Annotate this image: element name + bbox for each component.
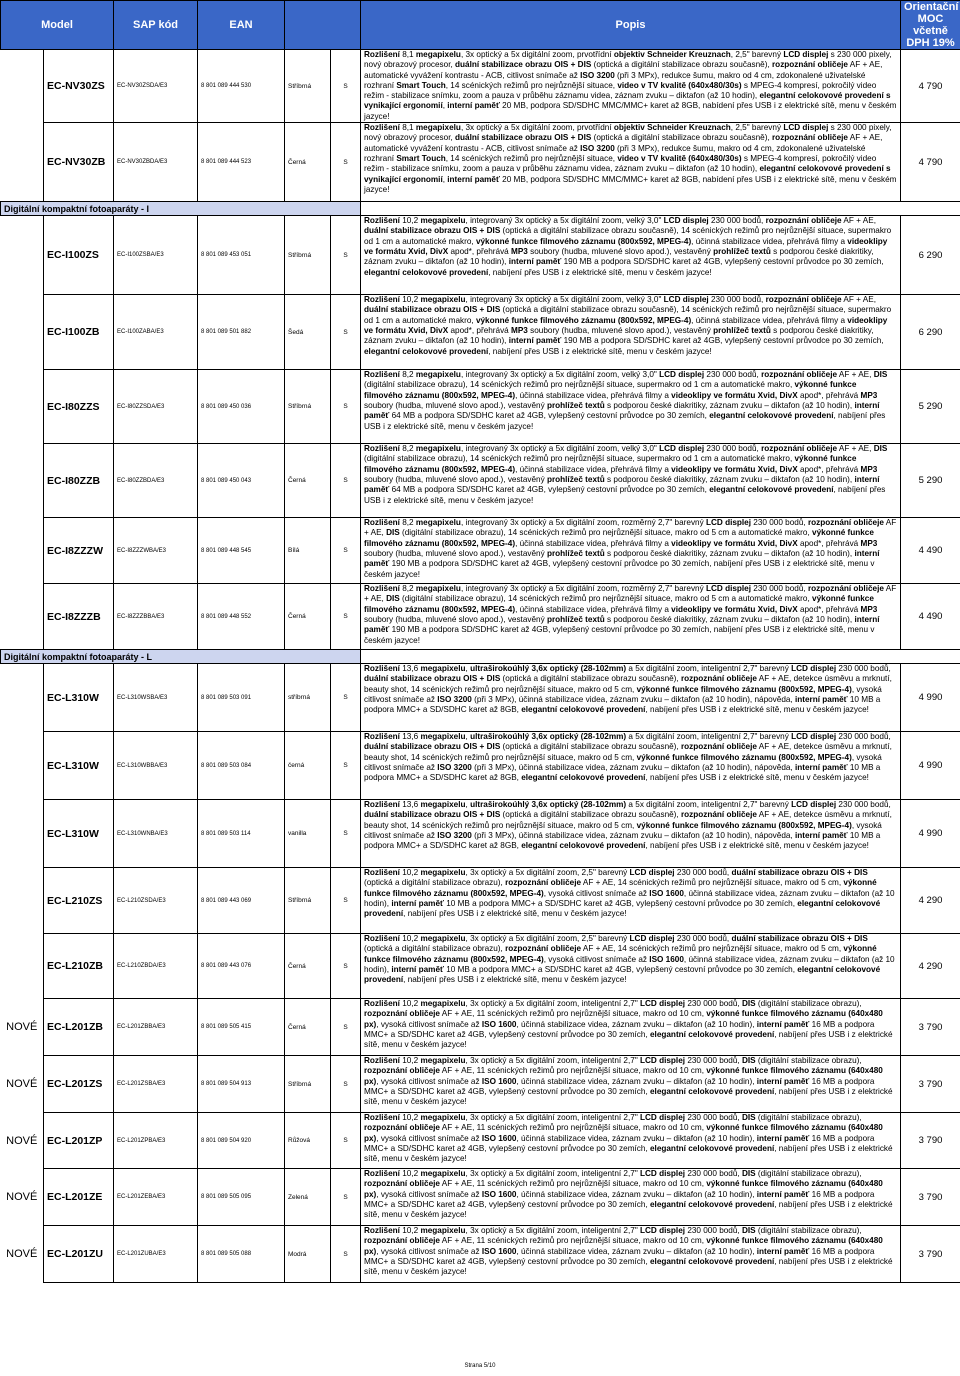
model-cell: EC-L201ZU — [44, 1226, 114, 1283]
new-badge — [1, 370, 44, 444]
new-badge — [1, 732, 44, 800]
new-badge — [1, 123, 44, 202]
model-cell: EC-I8ZZZB — [44, 584, 114, 650]
ean-cell: 8 801 089 501 882 — [198, 295, 285, 370]
s-cell: S — [331, 444, 361, 518]
description-cell: Rozlišení 10,2 megapixelu, 3x optický a 5x digitální zoom, inteligentní 2,7" LCD displej 230 000 bodů, DIS (digitální stabilizace obrazu), rozpoznání obličeje AF + AE, 11 scénických režimů pro nejrůznější situace, makro od 10 cm, výkonné funkce filmového záznamu (640x480 px), vysoká citlivost snímače až ISO 1600, účinná stabilizace videa, záznam zvuku – diktafon (až 10 hodin), interní paměť 16 MB a podpora MMC+ a SD/SDHC karet až 4GB, vylepšený cestovní průvodce po 30 zemích, elegantní celokovové provedení, nabíjení přes USB i z elektrické sítě, menu v českém jazyce! — [361, 1169, 901, 1226]
ean-cell: 8 801 089 450 043 — [198, 444, 285, 518]
description-cell: Rozlišení 8,2 megapixelu, integrovaný 3x optický a 5x digitální zoom, velký 3,0" LCD displej 230 000 bodů, rozpoznání obličeje AF + AE, DIS (digitální stabilizace obrazu), 14 scénických režimů pro nejrůznější situace, supermakro od 1 cm a automatické makro, výkonné funkce filmového záznamu (800x592, MPEG-4), účinná stabilizace videa, přehrává filmy a videoklipy ve formátu Xvid, DivX apod*, přehrává MP3 soubory (hudba, mluvené slovo apod.), vestavěný prohlížeč textů s podporou české diakritiky, záznam zvuku – diktafon (až 10 hodin), interní paměť 64 MB a podpora SD/SDHC karet až 4GB, vylepšený cestovní průvodce po 30 zemích, elegantní celokovové provedení, nabíjení přes USB i z elektrické sítě, menu v českém jazyce! — [361, 370, 901, 444]
description-cell: Rozlišení 10,2 megapixelu, 3x optický a 5x digitální zoom, 2,5" barevný LCD displej 230 000 bodů, duální stabilizace obrazu OIS + DIS (optická a digitální stabilizace obrazu), rozpoznání obličeje AF + AE, 14 scénických režimů pro nejrůznější situace, makro od 5 cm, výkonné funkce filmového záznamu (800x592, MPEG-4), vysoká citlivost snímače až ISO 1600, účinná stabilizace videa, záznam zvuku – diktafon (až 10 hodin), interní paměť 10 MB a podpora MMC+ a SD/SDHC karet až 4GB, vylepšený cestovní průvodce po 30 zemích, elegantní celokovové provedení, nabíjení přes USB i z elektrické sítě, menu v českém jazyce! — [361, 934, 901, 999]
new-badge — [1, 295, 44, 370]
new-badge — [1, 868, 44, 934]
description-cell: Rozlišení 8,2 megapixelu, integrovaný 3x optický a 5x digitální zoom, velký 3,0" LCD displej 230 000 bodů, rozpoznání obličeje AF + AE, DIS (digitální stabilizace obrazu), 14 scénických režimů pro nejrůznější situace, supermakro od 1 cm a automatické makro, výkonné funkce filmového záznamu (800x592, MPEG-4), účinná stabilizace videa, přehrává filmy a videoklipy ve formátu Xvid, DivX apod*, přehrává MP3 soubory (hudba, mluvené slovo apod.), vestavěný prohlížeč textů s podporou české diakritiky, záznam zvuku – diktafon (až 10 hodin), interní paměť 64 MB a podpora SD/SDHC karet až 4GB, vylepšený cestovní průvodce po 30 zemích, elegantní celokovové provedení, nabíjení přes USB i z elektrické sítě, menu v českém jazyce! — [361, 444, 901, 518]
color-cell: Šedá — [285, 295, 331, 370]
sap-cell: EC-I8ZZZWBA/E3 — [114, 518, 198, 584]
price-cell: 3 790 — [901, 1169, 960, 1226]
model-cell: EC-L201ZE — [44, 1169, 114, 1226]
price-cell: 4 290 — [901, 868, 960, 934]
s-cell: S — [331, 518, 361, 584]
sap-cell: EC-L201ZSBA/E3 — [114, 1056, 198, 1113]
new-badge — [1, 934, 44, 999]
sap-cell: EC-I100ZABA/E3 — [114, 295, 198, 370]
price-cell: 4 790 — [901, 123, 960, 202]
ean-cell: 8 801 089 450 036 — [198, 370, 285, 444]
color-cell: vanilla — [285, 800, 331, 868]
new-badge: NOVÉ — [6, 1134, 38, 1147]
s-cell: S — [331, 732, 361, 800]
new-badge — [1, 584, 44, 650]
page-footer: Strana 5/10 — [464, 1363, 496, 1369]
model-cell: EC-L210ZB — [44, 934, 114, 999]
description-cell: Rozlišení 10,2 megapixelu, integrovaný 3x optický a 5x digitální zoom, velký 3,0" LCD displej 230 000 bodů, rozpoznání obličeje AF + AE, duální stabilizace obrazu OIS + DIS (optická a digitální stabilizace obrazu současně), 14 scénických režimů pro nejrůznější situace, supermakro od 1 cm a automatické makro, výkonné funkce filmového záznamu (800x592, MPEG-4), účinná stabilizace videa, přehrává filmy a videoklipy ve formátu Xvid, DivX apod*, přehrává MP3 soubory (hudba, mluvené slovo apod.), vestavěný prohlížeč textů s podporou české diakritiky, záznam zvuku – diktafon (až 10 hodin), interní paměť 190 MB a podpora SD/SDHC karet až 4GB, vylepšený cestovní průvodce po 30 zemích, elegantní celokovové provedení, nabíjení přes USB i z elektrické sítě, menu v českém jazyce! — [361, 216, 901, 295]
model-cell: EC-L310W — [44, 664, 114, 732]
model-cell: EC-NV30ZB — [44, 123, 114, 202]
ean-cell: 8 801 089 505 415 — [198, 999, 285, 1056]
model-cell: EC-L201ZP — [44, 1113, 114, 1169]
price-cell: 5 290 — [901, 444, 960, 518]
table-row — [1, 584, 960, 650]
ean-cell: 8 801 089 505 088 — [198, 1226, 285, 1283]
sap-cell: EC-I8ZZZBBA/E3 — [114, 584, 198, 650]
s-cell: S — [331, 216, 361, 295]
s-cell: S — [331, 584, 361, 650]
table-row — [1, 1113, 960, 1169]
color-cell: černá — [285, 732, 331, 800]
section-i — [1, 202, 960, 216]
price-cell: 3 790 — [901, 1113, 960, 1169]
table-row — [1, 123, 960, 202]
new-badge: NOVÉ — [6, 1021, 38, 1034]
ean-cell: 8 801 089 503 114 — [198, 800, 285, 868]
ean-cell: 8 801 089 448 545 — [198, 518, 285, 584]
color-cell: Černá — [285, 584, 331, 650]
new-badge — [1, 518, 44, 584]
ean-cell: 8 801 089 444 530 — [198, 50, 285, 123]
col-moc — [901, 1, 960, 50]
sap-cell: EC-I80ZZBDA/E3 — [114, 444, 198, 518]
color-cell: Stříbrná — [285, 50, 331, 123]
table-row — [1, 732, 960, 800]
s-cell: S — [331, 868, 361, 934]
rows-i — [1, 216, 960, 650]
col-sap: SAP kód — [114, 1, 198, 50]
color-cell: Zelená — [285, 1169, 331, 1226]
description-cell: Rozlišení 8,1 megapixelu, 3x optický a 5x digitální zoom, prvotřídní objektiv Schneider Kreuznach, 2,5" barevný LCD displej s 230 000 pixely, nový obrazový procesor, duální stabilizace obrazu OIS + DIS (optická a digitální stabilizace obrazu současně), rozpoznání obličeje AF + AE, automatické vyvážení kontrastu - ACB, citlivost snímače až ISO 3200 (při 3 MPx), redukce šumu, makro od 4 cm, zdokonalené uživatelské rozhraní Smart Touch, 14 scénických režimů pro nejrůznější situace, video v TV kvalitě (640x480/30s) s MPEG-4 kompresí, pokročilý video režim - stabilizace snímku, zoom a pauza v průběhu záznamu videa, záznam zvuku – diktafon (až 10 hodin), elegantní celokovové provedení s vynikající ergonomií, interní paměť 20 MB, podpora SD/SDHC MMC/MMC+ karet až 8GB, nabídení přes USB i z elektrické sítě, menu v českém jazyce! — [361, 50, 901, 123]
table-row — [1, 1226, 960, 1283]
sap-cell: EC-L310WNBA/E3 — [114, 800, 198, 868]
ean-cell: 8 801 089 505 095 — [198, 1169, 285, 1226]
s-cell: S — [331, 370, 361, 444]
sap-cell: EC-L201ZEBA/E3 — [114, 1169, 198, 1226]
s-cell: S — [331, 1056, 361, 1113]
description-cell: Rozlišení 13,6 megapixelu, ultraširokoúhlý 3,6x optický (28-102mm) a 5x digitální zoom, inteligentní 2,7" barevný LCD displej 230 000 bodů, duální stabilizace obrazu OIS + DIS (optická a digitální stabilizace obrazu současně), rozpoznání obličeje AF + AE, detekce úsměvu a mrknutí, beauty shot, 14 scénických režimů pro nejrůznější situace, makro od 5 cm, výkonné funkce filmového záznamu (800x592, MPEG-4), vysoká citlivost snímače až ISO 3200 (při 3 MPx), účinná stabilizace videa, záznam zvuku – diktafon (až 10 hodin), nápověda, interní paměť 10 MB a podpora MMC+ a SD/SDHC karet až 8GB, elegantní celokovové provedení, nabíjení přes USB i z elektrické sítě, menu v českém jazyce! — [361, 732, 901, 800]
moc-line1: Orientační — [904, 1, 959, 13]
sap-cell: EC-NV30ZSDA/E3 — [114, 50, 198, 123]
new-badge — [1, 664, 44, 732]
price-cell: 4 990 — [901, 800, 960, 868]
new-badge — [1, 216, 44, 295]
new-badge — [1, 444, 44, 518]
rows-l — [1, 664, 960, 1283]
s-cell: S — [331, 1226, 361, 1283]
color-cell: Modrá — [285, 1226, 331, 1283]
table-row — [1, 50, 960, 123]
moc-line2: MOC včetně — [913, 13, 948, 37]
col-model: Model — [1, 1, 114, 50]
price-cell: 6 290 — [901, 216, 960, 295]
model-cell: EC-I80ZZB — [44, 444, 114, 518]
price-cell: 4 490 — [901, 584, 960, 650]
price-cell: 5 290 — [901, 370, 960, 444]
section-title-i: Digitální kompaktní fotoaparáty - I — [1, 202, 361, 216]
model-cell: EC-NV30ZS — [44, 50, 114, 123]
sap-cell: EC-L210ZBDA/E3 — [114, 934, 198, 999]
description-cell: Rozlišení 10,2 megapixelu, 3x optický a 5x digitální zoom, 2,5" barevný LCD displej 230 000 bodů, duální stabilizace obrazu OIS + DIS (optická a digitální stabilizace obrazu), rozpoznání obličeje AF + AE, 14 scénických režimů pro nejrůznější situace, makro od 5 cm, výkonné funkce filmového záznamu (800x592, MPEG-4), vysoká citlivost snímače až ISO 1600, účinná stabilizace videa, záznam zvuku – diktafon (až 10 hodin), interní paměť 10 MB a podpora MMC+ a SD/SDHC karet až 4GB, vylepšený cestovní průvodce po 30 zemích, elegantní celokovové provedení, nabíjení přes USB i z elektrické sítě, menu v českém jazyce! — [361, 868, 901, 934]
table-row — [1, 444, 960, 518]
ean-cell: 8 801 089 453 051 — [198, 216, 285, 295]
col-blank — [285, 1, 361, 50]
new-badge: NOVÉ — [6, 1078, 38, 1091]
sap-cell: EC-I100ZSBA/E3 — [114, 216, 198, 295]
new-badge: NOVÉ — [6, 1191, 38, 1204]
section-l — [1, 650, 960, 664]
color-cell: stříbrná — [285, 664, 331, 732]
new-badge — [1, 50, 44, 123]
model-cell: EC-L310W — [44, 800, 114, 868]
description-cell: Rozlišení 8,1 megapixelu, 3x optický a 5x digitální zoom, prvotřídní objektiv Schneider Kreuznach, 2,5" barevný LCD displej s 230 000 pixely, nový obrazový procesor, duální stabilizace obrazu OIS + DIS (optická a digitální stabilizace obrazu současně), rozpoznání obličeje AF + AE, automatické vyvážení kontrastu - ACB, citlivost snímače až ISO 3200 (při 3 MPx), redukce šumu, makro od 4 cm, zdokonalené uživatelské rozhraní Smart Touch, 14 scénických režimů pro nejrůznější situace, video v TV kvalitě (640x480/30s) s MPEG-4 kompresí, pokročilý video režim - stabilizace snímku, zoom a pauza v průběhu záznamu videa, záznam zvuku – diktafon (až 10 hodin), elegantní celokovové provedení s vynikající ergonomií, interní paměť 20 MB, podpora SD/SDHC MMC/MMC+ karet až 8GB, nabídení přes USB i z elektrické sítě, menu v českém jazyce! — [361, 123, 901, 202]
table-row — [1, 868, 960, 934]
ean-cell: 8 801 089 443 069 — [198, 868, 285, 934]
s-cell: S — [331, 1169, 361, 1226]
description-cell: Rozlišení 10,2 megapixelu, 3x optický a 5x digitální zoom, inteligentní 2,7" LCD displej 230 000 bodů, DIS (digitální stabilizace obrazu), rozpoznání obličeje AF + AE, 11 scénických režimů pro nejrůznější situace, makro od 10 cm, výkonné funkce filmového záznamu (640x480 px), vysoká citlivost snímače až ISO 1600, účinná stabilizace videa, záznam zvuku – diktafon (až 10 hodin), interní paměť 16 MB a podpora MMC+ a SD/SDHC karet až 4GB, vylepšený cestovní průvodce po 30 zemích, elegantní celokovové provedení, nabíjení přes USB i z elektrické sítě, menu v českém jazyce! — [361, 1226, 901, 1283]
section-title-l: Digitální kompaktní fotoaparáty - L — [1, 650, 361, 664]
ean-cell: 8 801 089 444 523 — [198, 123, 285, 202]
description-cell: Rozlišení 10,2 megapixelu, integrovaný 3x optický a 5x digitální zoom, velký 3,0" LCD displej 230 000 bodů, rozpoznání obličeje AF + AE, duální stabilizace obrazu OIS + DIS (optická a digitální stabilizace obrazu současně), 14 scénických režimů pro nejrůznější situace, supermakro od 1 cm a automatické makro, výkonné funkce filmového záznamu (800x592, MPEG-4), účinná stabilizace videa, přehrává filmy a videoklipy ve formátu Xvid, DivX apod*, přehrává MP3 soubory (hudba, mluvené slovo apod.), vestavěný prohlížeč textů s podporou české diakritiky, záznam zvuku – diktafon (až 10 hodin), interní paměť 190 MB a podpora SD/SDHC karet až 4GB, vylepšený cestovní průvodce po 30 zemích, elegantní celokovové provedení, nabíjení přes USB i z elektrické sítě, menu v českém jazyce! — [361, 295, 901, 370]
description-cell: Rozlišení 13,6 megapixelu, ultraširokoúhlý 3,6x optický (28-102mm) a 5x digitální zoom, inteligentní 2,7" barevný LCD displej 230 000 bodů, duální stabilizace obrazu OIS + DIS (optická a digitální stabilizace obrazu současně), rozpoznání obličeje AF + AE, detekce úsměvu a mrknutí, beauty shot, 14 scénických režimů pro nejrůznější situace, makro od 5 cm, výkonné funkce filmového záznamu (800x592, MPEG-4), vysoká citlivost snímače až ISO 3200 (při 3 MPx), účinná stabilizace videa, záznam zvuku – diktafon (až 10 hodin), nápověda, interní paměť 10 MB a podpora MMC+ a SD/SDHC karet až 8GB, elegantní celokovové provedení, nabíjení přes USB i z elektrické sítě, menu v českém jazyce! — [361, 664, 901, 732]
price-cell: 3 790 — [901, 999, 960, 1056]
ean-cell: 8 801 089 504 920 — [198, 1113, 285, 1169]
model-cell: EC-L201ZB — [44, 999, 114, 1056]
sap-cell: EC-L201ZPBA/E3 — [114, 1113, 198, 1169]
s-cell: S — [331, 295, 361, 370]
s-cell: S — [331, 664, 361, 732]
description-cell: Rozlišení 13,6 megapixelu, ultraširokoúhlý 3,6x optický (28-102mm) a 5x digitální zoom, inteligentní 2,7" barevný LCD displej 230 000 bodů, duální stabilizace obrazu OIS + DIS (optická a digitální stabilizace obrazu současně), rozpoznání obličeje AF + AE, detekce úsměvu a mrknutí, beauty shot, 14 scénických režimů pro nejrůznější situace, makro od 5 cm, výkonné funkce filmového záznamu (800x592, MPEG-4), vysoká citlivost snímače až ISO 3200 (při 3 MPx), účinná stabilizace videa, záznam zvuku – diktafon (až 10 hodin), nápověda, interní paměť 10 MB a podpora MMC+ a SD/SDHC karet až 8GB, elegantní celokovové provedení, nabíjení přes USB i z elektrické sítě, menu v českém jazyce! — [361, 800, 901, 868]
sap-cell: EC-NV30ZBDA/E3 — [114, 123, 198, 202]
s-cell: S — [331, 934, 361, 999]
price-cell: 4 490 — [901, 518, 960, 584]
table-row — [1, 934, 960, 999]
color-cell: Stříbrná — [285, 370, 331, 444]
sap-cell: EC-L310WBBA/E3 — [114, 732, 198, 800]
col-ean: EAN — [198, 1, 285, 50]
model-cell: EC-I100ZS — [44, 216, 114, 295]
color-cell: Černá — [285, 934, 331, 999]
price-cell: 4 790 — [901, 50, 960, 123]
price-cell: 3 790 — [901, 1226, 960, 1283]
description-cell: Rozlišení 10,2 megapixelu, 3x optický a 5x digitální zoom, inteligentní 2,7" LCD displej 230 000 bodů, DIS (digitální stabilizace obrazu), rozpoznání obličeje AF + AE, 11 scénických režimů pro nejrůznější situace, makro od 10 cm, výkonné funkce filmového záznamu (640x480 px), vysoká citlivost snímače až ISO 1600, účinná stabilizace videa, záznam zvuku – diktafon (až 10 hodin), interní paměť 16 MB a podpora MMC+ a SD/SDHC karet až 4GB, vylepšený cestovní průvodce po 30 zemích, elegantní celokovové provedení, nabíjení přes USB i z elektrické sítě, menu v českém jazyce! — [361, 1056, 901, 1113]
table-row — [1, 518, 960, 584]
model-cell: EC-I80ZZS — [44, 370, 114, 444]
ean-cell: 8 801 089 503 084 — [198, 732, 285, 800]
description-cell: Rozlišení 10,2 megapixelu, 3x optický a 5x digitální zoom, inteligentní 2,7" LCD displej 230 000 bodů, DIS (digitální stabilizace obrazu), rozpoznání obličeje AF + AE, 11 scénických režimů pro nejrůznější situace, makro od 10 cm, výkonné funkce filmového záznamu (640x480 px), vysoká citlivost snímače až ISO 1600, účinná stabilizace videa, záznam zvuku – diktafon (až 10 hodin), interní paměť 16 MB a podpora MMC+ a SD/SDHC karet až 4GB, vylepšený cestovní průvodce po 30 zemích, elegantní celokovové provedení, nabíjení přes USB i z elektrické sítě, menu v českém jazyce! — [361, 1113, 901, 1169]
color-cell: Stříbrná — [285, 868, 331, 934]
table-row — [1, 216, 960, 295]
s-cell: S — [331, 1113, 361, 1169]
price-cell: 4 990 — [901, 732, 960, 800]
description-cell: Rozlišení 8,2 megapixelu, integrovaný 3x optický a 5x digitální zoom, rozměrný 2,7" barevný LCD displej 230 000 bodů, rozpoznání obličeje AF + AE, DIS (digitální stabilizace obrazu), 14 scénických režimů pro nejrůznější situace, makro od 5 cm a automatické makro, výkonné funkce filmového záznamu (800x592, MPEG-4), účinná stabilizace videa, přehrává filmy a videoklipy ve formátu Xvid, DivX apod*, přehrává MP3 soubory (hudba, mluvené slovo apod.), vestavěný prohlížeč textů s podporou české diakritiky, záznam zvuku – diktafon (až 10 hodin), interní paměť 190 MB a podpora SD/SDHC karet až 4GB, vylepšený cestovní průvodce po 30 zemích, nabíjení přes USB i z elektrické sítě, menu v českém jazyce! — [361, 584, 901, 650]
color-cell: Stříbrná — [285, 216, 331, 295]
color-cell: Bílá — [285, 518, 331, 584]
price-cell: 3 790 — [901, 1056, 960, 1113]
table-row — [1, 370, 960, 444]
rows-nv — [1, 50, 960, 202]
s-cell: S — [331, 123, 361, 202]
ean-cell: 8 801 089 443 076 — [198, 934, 285, 999]
sap-cell: EC-L201ZBBA/E3 — [114, 999, 198, 1056]
color-cell: Černá — [285, 999, 331, 1056]
color-cell: Černá — [285, 444, 331, 518]
price-cell: 4 990 — [901, 664, 960, 732]
new-badge: NOVÉ — [6, 1248, 38, 1261]
description-cell: Rozlišení 10,2 megapixelu, 3x optický a 5x digitální zoom, inteligentní 2,7" LCD displej 230 000 bodů, DIS (digitální stabilizace obrazu), rozpoznání obličeje AF + AE, 11 scénických režimů pro nejrůznější situace, makro od 10 cm, výkonné funkce filmového záznamu (640x480 px), vysoká citlivost snímače až ISO 1600, účinná stabilizace videa, záznam zvuku – diktafon (až 10 hodin), interní paměť 16 MB a podpora MMC+ a SD/SDHC karet až 4GB, vylepšený cestovní průvodce po 30 zemích, elegantní celokovové provedení, nabíjení přes USB i z elektrické sítě, menu v českém jazyce! — [361, 999, 901, 1056]
ean-cell: 8 801 089 504 913 — [198, 1056, 285, 1113]
model-cell: EC-L310W — [44, 732, 114, 800]
price-cell: 6 290 — [901, 295, 960, 370]
table-row — [1, 999, 960, 1056]
price-cell: 4 290 — [901, 934, 960, 999]
col-popis: Popis — [361, 1, 901, 50]
table-row — [1, 1169, 960, 1226]
sap-cell: EC-L310WSBA/E3 — [114, 664, 198, 732]
s-cell: S — [331, 50, 361, 123]
model-cell: EC-L201ZS — [44, 1056, 114, 1113]
table-row — [1, 295, 960, 370]
color-cell: Černá — [285, 123, 331, 202]
sap-cell: EC-L210ZSDA/E3 — [114, 868, 198, 934]
ean-cell: 8 801 089 448 552 — [198, 584, 285, 650]
description-cell: Rozlišení 8,2 megapixelu, integrovaný 3x optický a 5x digitální zoom, rozměrný 2,7" barevný LCD displej 230 000 bodů, rozpoznání obličeje AF + AE, DIS (digitální stabilizace obrazu), 14 scénických režimů pro nejrůznější situace, makro od 5 cm a automatické makro, výkonné funkce filmového záznamu (800x592, MPEG-4), účinná stabilizace videa, přehrává filmy a videoklipy ve formátu Xvid, DivX apod*, přehrává MP3 soubory (hudba, mluvené slovo apod.), vestavěný prohlížeč textů s podporou české diakritiky, záznam zvuku – diktafon (až 10 hodin), interní paměť 190 MB a podpora SD/SDHC karet až 4GB, vylepšený cestovní průvodce po 30 zemích, nabíjení přes USB i z elektrické sítě, menu v českém jazyce! — [361, 518, 901, 584]
moc-line3: DPH 19% — [906, 37, 955, 49]
table-row — [1, 664, 960, 732]
color-cell: Růžová — [285, 1113, 331, 1169]
table-header — [1, 1, 960, 50]
new-badge — [1, 800, 44, 868]
model-cell: EC-I8ZZZW — [44, 518, 114, 584]
table-row — [1, 800, 960, 868]
sap-cell: EC-L201ZUBA/E3 — [114, 1226, 198, 1283]
ean-cell: 8 801 089 503 091 — [198, 664, 285, 732]
color-cell: Stříbrná — [285, 1056, 331, 1113]
table-row — [1, 1056, 960, 1113]
s-cell: S — [331, 800, 361, 868]
sap-cell: EC-I80ZZSDA/E3 — [114, 370, 198, 444]
model-cell: EC-I100ZB — [44, 295, 114, 370]
s-cell: S — [331, 999, 361, 1056]
model-cell: EC-L210ZS — [44, 868, 114, 934]
